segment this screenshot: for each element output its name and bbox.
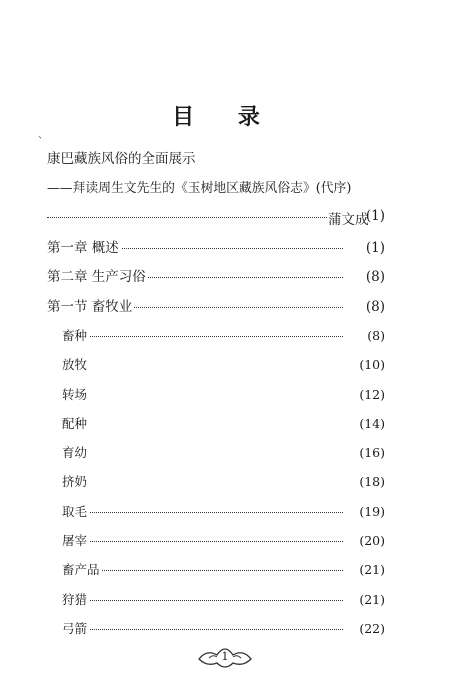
toc-entry-page: (8) [365,298,385,315]
toc-entry-page: (14) [359,415,385,431]
toc-entry-label: 屠宰 [62,533,88,548]
toc-entry-page: (18) [359,474,385,490]
toc-entry [47,268,385,286]
toc-entry [62,356,385,374]
toc-entry-label: 挤奶 [62,474,88,490]
toc-entry [62,532,385,550]
intro-page-number: (1) [365,208,385,224]
toc-entry-label: 第一节 畜牧业 [47,298,133,315]
toc-entry [62,620,385,638]
mark-speck: 、 [38,130,48,141]
toc-entry [62,327,385,345]
toc-entry [62,503,385,521]
toc-entry-label: 畜产品 [62,562,100,578]
toc-entry-page: (8) [367,327,385,343]
toc-entry-label: 放牧 [62,357,88,373]
intro-heading: 康巴藏族风俗的全面展示 [47,151,196,167]
intro-author: 蒲文成 [328,208,369,228]
toc-entry [62,561,385,579]
toc-entry [47,298,385,316]
toc-leader [62,629,343,630]
toc-entry-page: (22) [359,620,385,636]
toc-entry-label: 第二章 生产习俗 [47,269,146,286]
toc-entry [62,591,385,609]
page-number: 1 [221,650,229,663]
toc-entry [62,444,385,462]
page-title: 目 录 [172,105,278,130]
toc-leader [62,512,343,513]
toc-entry [62,415,385,433]
toc-entry-label: 狩猎 [62,591,88,607]
toc-entry-page: (21) [359,562,385,578]
toc-entry [62,473,385,491]
toc-leader [62,336,343,337]
toc-entry [47,239,385,257]
intro-subtitle: ——拜读周生文先生的《玉树地区藏族风俗志》(代序) [47,181,352,196]
toc-entry-page: (16) [359,445,385,461]
toc-entry-page: (10) [359,357,385,373]
toc-entry-page: (12) [359,386,385,402]
toc-entry-label: 育幼 [62,445,88,461]
toc-entry-page: (19) [359,503,385,519]
toc-entry-label: 第一章 概述 [47,240,119,256]
toc-entry-page: (8) [365,269,385,286]
toc-leader [62,600,343,601]
toc-entry-label: 配种 [62,415,88,431]
intro-leader [47,217,337,218]
toc-entry-label: 取毛 [62,503,88,519]
toc-entry-label: 畜种 [62,327,88,343]
toc-entry-page: (21) [359,591,385,607]
toc-leader [62,541,343,542]
toc-entry-label: 转场 [62,386,88,402]
toc-entry-page: (20) [359,533,385,548]
toc-entry-page: (1) [365,240,385,256]
toc-leader [62,570,343,571]
toc-entry-label: 弓箭 [62,620,88,636]
toc-entry [62,386,385,404]
